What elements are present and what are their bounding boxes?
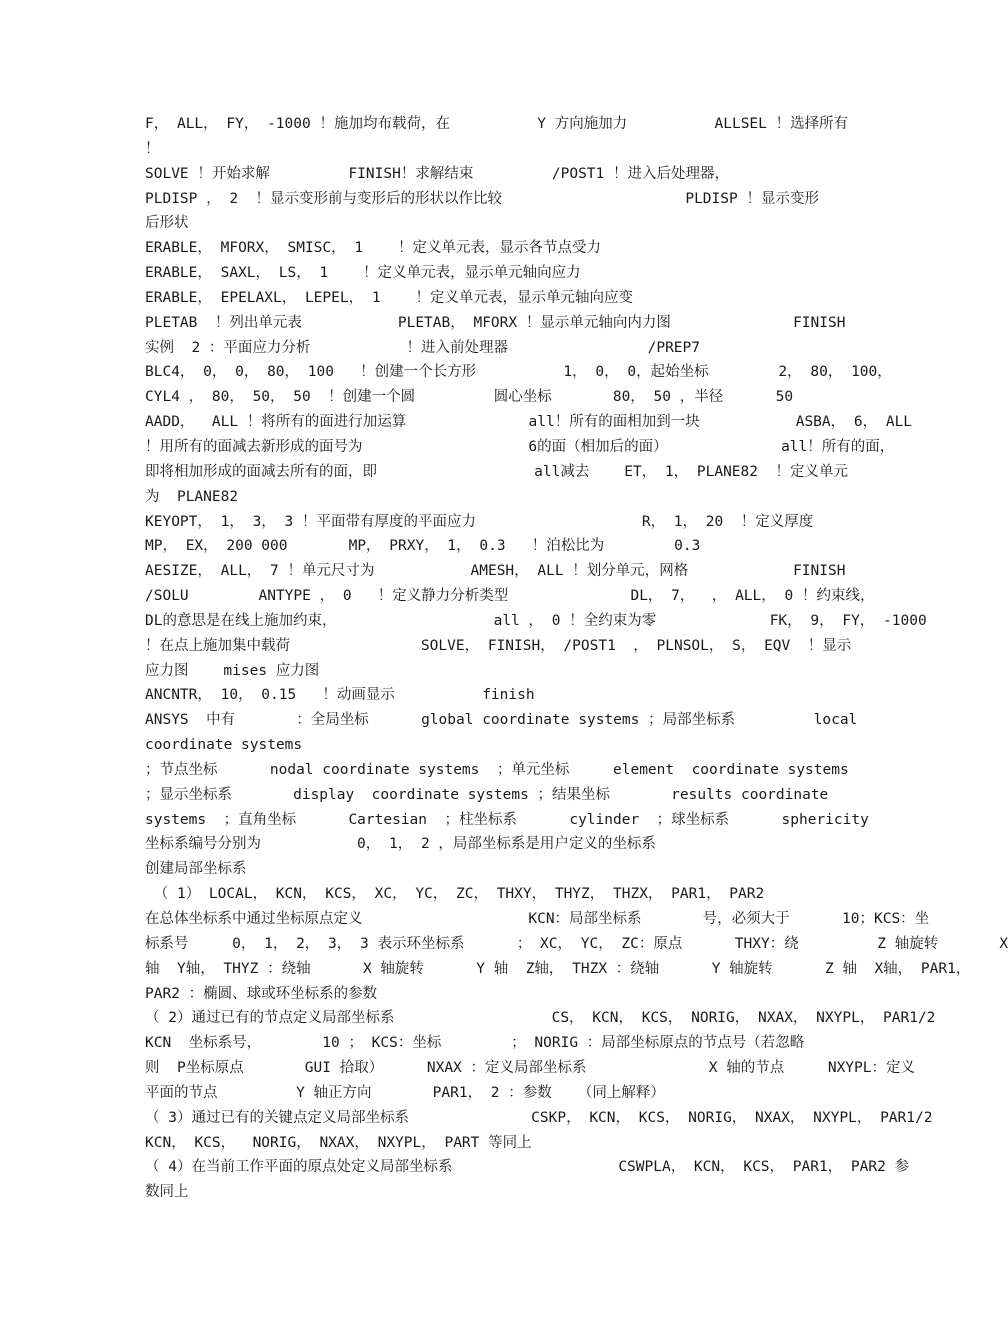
text-line: SOLVE ！开始求解 FINISH！求解结束 /POST1 ！进入后处理器， (145, 165, 729, 182)
text-line: 应力图 mises 应力图 (145, 662, 320, 679)
text-line: AADD， ALL ！将所有的面进行加运算 all！所有的面相加到一块 ASBA， 6， ALL (145, 414, 913, 431)
text-line: DL的意思是在线上施加约束， all ， 0 ！全约束为零 FK， 9， FY， -1000 (145, 612, 927, 629)
text-line: （ 3）通过已有的关键点定义局部坐标系 CSKP， KCN， KCS， NORIG， NXAX， NXYPL， PAR1/2 (145, 1109, 933, 1126)
text-line: ；节点坐标 nodal coordinate systems ；单元坐标 element coordinate systems (145, 761, 849, 778)
text-line: ERABLE， SAXL， LS， 1 ！定义单元表，显示单元轴向应力 (145, 265, 581, 282)
text-line: ERABLE， MFORX， SMISC， 1 ！定义单元表，显示各节点受力 (145, 240, 602, 257)
text-line: 即将相加形成的面减去所有的面，即 all减去 ET， 1， PLANE82 ！定义单元 (145, 463, 848, 480)
text-line: CYL4 ， 80， 50， 50 ！创建一个圆 圆心坐标 80， 50 ，半径 50 (145, 389, 794, 406)
text-line: （ 1） LOCAL， KCN， KCS， XC， YC， ZC， THXY， THYZ， THZX， PAR1， PAR2 (145, 886, 765, 903)
text-line: 实例 2 ：平面应力分析 ！进入前处理器 /PREP7 (145, 339, 700, 356)
text-line: ！用所有的面减去新形成的面号为 6的面（相加后的面） all！所有的面， (145, 438, 895, 455)
document-body (145, 112, 1008, 1205)
text-line: ！ (145, 140, 160, 157)
text-line: PAR2 ：椭圆、球或环坐标系的参数 (145, 985, 378, 1002)
text-line: KCN 坐标系号， 10 ； KCS：坐标 ； NORIG ：局部坐标原点的节点号（若忽略 (145, 1035, 805, 1052)
text-line: ERABLE， EPELAXL， LEPEL， 1 ！定义单元表，显示单元轴向应变 (145, 289, 633, 306)
text-line: 创建局部坐标系 (145, 861, 247, 878)
text-line: AESIZE， ALL， 7 ！单元尺寸为 AMESH， ALL ！划分单元，网格 FINISH (145, 563, 846, 580)
text-line: MP， EX， 200 000 MP， PRXY， 1， 0.3 ！泊松比为 0.3 (145, 538, 701, 555)
text-line: /SOLU ANTYPE ， 0 ！定义静力分析类型 DL， 7， ， ALL， 0 ！约束线， (145, 588, 875, 605)
text-line: 标系号 0， 1， 2， 3， 3 表示环坐标系 ； XC， YC， ZC：原点 THXY：绕 Z 轴旋转 X (145, 935, 1008, 952)
text-line: PLDISP ， 2 ！显示变形前与变形后的形状以作比较 PLDISP ！显示变形 (145, 190, 819, 207)
text-line: 平面的节点 Y 轴正方向 PAR1， 2 ：参数 （同上解释） (145, 1084, 665, 1101)
text-line: ；显示坐标系 display coordinate systems ；结果坐标 results coordinate (145, 786, 829, 803)
text-line: 数同上 (145, 1184, 189, 1201)
text-line: 后形状 (145, 215, 189, 232)
text-line: （ 4）在当前工作平面的原点处定义局部坐标系 CSWPLA， KCN， KCS， PAR1， PAR2 参 (145, 1159, 910, 1176)
text-line: F， ALL， FY， -1000 ！施加均布载荷，在 Y 方向施加力 ALLSEL ！选择所有 (145, 116, 849, 132)
text-line: （ 2）通过已有的节点定义局部坐标系 CS， KCN， KCS， NORIG， NXAX， NXYPL， PAR1/2 (145, 1010, 936, 1027)
text-line: 坐标系编号分别为 0， 1， 2 ，局部坐标系是用户定义的坐标系 (145, 836, 656, 853)
text-line: ANSYS 中有 ：全局坐标 global coordinate systems ；局部坐标系 local (145, 712, 858, 729)
text-line: 轴 Y轴， THYZ ：绕轴 X 轴旋转 Y 轴 Z轴， THZX ：绕轴 Y 轴旋转 Z 轴 X轴， PAR1， (145, 960, 971, 977)
text-line: ！在点上施加集中载荷 SOLVE， FINISH， /POST1 ， PLNSOL， S， EQV ！显示 (145, 637, 852, 654)
text-line: 为 PLANE82 (145, 488, 239, 505)
text-line: coordinate systems (145, 737, 303, 754)
text-line: KEYOPT， 1， 3， 3 ！平面带有厚度的平面应力 R， 1， 20 ！定义厚度 (145, 513, 814, 530)
text-line: BLC4， 0， 0， 80， 100 ！创建一个长方形 1， 0， 0，起始坐标 2， 80， 100， (145, 364, 892, 381)
text-line: 在总体坐标系中通过坐标原点定义 KCN：局部坐标系 号，必须大于 10；KCS：坐 (145, 911, 930, 927)
text-line: PLETAB ！列出单元表 PLETAB， MFORX ！显示单元轴向内力图 FINISH (145, 314, 846, 331)
text-line: ANCNTR， 10， 0.15 ！动画显示 finish (145, 687, 535, 704)
text-line: systems ；直角坐标 Cartesian ；柱坐标系 cylinder ；球坐标系 sphericity (145, 811, 869, 828)
text-line: 则 P坐标原点 GUI 拾取） NXAX ：定义局部坐标系 X 轴的节点 NXYPL：定义 (145, 1060, 915, 1077)
text-line: KCN， KCS， NORIG， NXAX， NXYPL， PART 等同上 (145, 1134, 532, 1151)
